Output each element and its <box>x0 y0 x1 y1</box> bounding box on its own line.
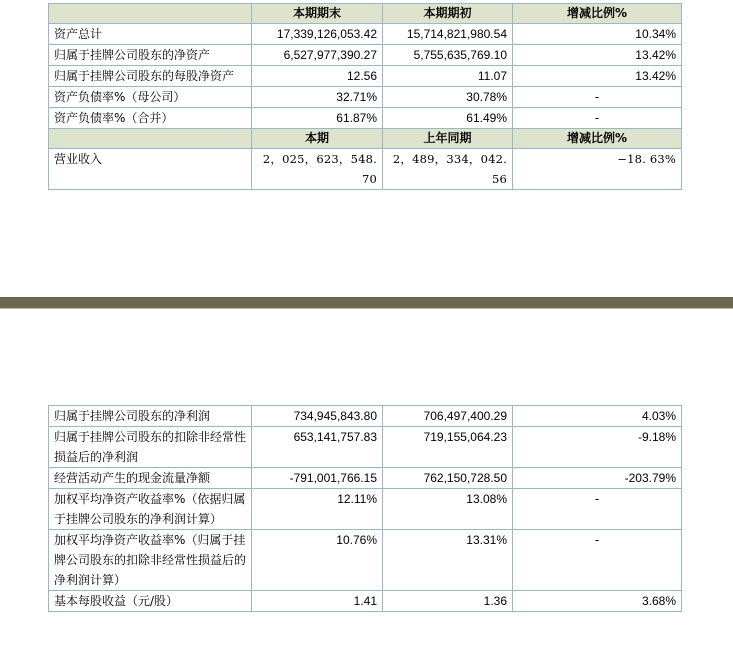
header-cell <box>49 129 252 149</box>
table-row <box>49 427 682 468</box>
value-cell: 30.78% <box>383 87 513 108</box>
value-cell: 13.31% <box>383 530 513 591</box>
value-cell: 61.49% <box>383 108 513 129</box>
section-divider <box>0 297 733 308</box>
value-cell: 2，489，334，042. 56 <box>383 149 513 190</box>
row-label: 加权平均净资产收益率%（归属于挂牌公司股东的扣除非经常性损益后的净利润计算） <box>49 530 252 591</box>
value-cell: 61.87% <box>252 108 383 129</box>
value-cell: 706,497,400.29 <box>383 406 513 427</box>
value-cell: 12.56 <box>252 66 383 87</box>
row-label: 资产负债率%（母公司） <box>49 87 252 108</box>
row-label: 归属于挂牌公司股东的每股净资产 <box>49 66 252 87</box>
header-cell: 本期 <box>252 129 383 149</box>
table-row <box>49 489 682 530</box>
table-row <box>49 45 682 66</box>
value-cell: 5,755,635,769.10 <box>383 45 513 66</box>
table-row <box>49 149 682 190</box>
value-cell: 2，025，623，548. 70 <box>252 149 383 190</box>
change-cell: - <box>513 489 682 530</box>
row-label: 资产负债率%（合并） <box>49 108 252 129</box>
value-cell: 13.08% <box>383 489 513 530</box>
table-row <box>49 468 682 489</box>
value-cell: 719,155,064.23 <box>383 427 513 468</box>
value-cell: 762,150,728.50 <box>383 468 513 489</box>
header-cell: 增减比例% <box>513 129 682 149</box>
income-summary-table <box>48 405 682 612</box>
table-header-row <box>49 129 682 149</box>
table-row <box>49 406 682 427</box>
header-cell: 本期期末 <box>252 4 383 24</box>
change-cell: 4.03% <box>513 406 682 427</box>
value-cell: 1.41 <box>252 591 383 612</box>
table-row <box>49 24 682 45</box>
row-label: 归属于挂牌公司股东的扣除非经常性损益后的净利润 <box>49 427 252 468</box>
value-cell: 6,527,977,390.27 <box>252 45 383 66</box>
table-row <box>49 108 682 129</box>
table-row <box>49 66 682 87</box>
change-cell: -203.79% <box>513 468 682 489</box>
value-cell: 11.07 <box>383 66 513 87</box>
value-cell: 734,945,843.80 <box>252 406 383 427</box>
row-label: 加权平均净资产收益率%（依据归属于挂牌公司股东的净利润计算） <box>49 489 252 530</box>
table-row <box>49 87 682 108</box>
value-cell: 10.76% <box>252 530 383 591</box>
change-cell: 13.42% <box>513 45 682 66</box>
row-label: 基本每股收益（元/股） <box>49 591 252 612</box>
row-label: 归属于挂牌公司股东的净利润 <box>49 406 252 427</box>
change-cell: - <box>513 108 682 129</box>
row-label: 归属于挂牌公司股东的净资产 <box>49 45 252 66</box>
header-cell: 上年同期 <box>383 129 513 149</box>
change-cell: 10.34% <box>513 24 682 45</box>
row-label: 资产总计 <box>49 24 252 45</box>
change-cell: -9.18% <box>513 427 682 468</box>
table-row <box>49 530 682 591</box>
row-label: 经营活动产生的现金流量净额 <box>49 468 252 489</box>
header-cell: 本期期初 <box>383 4 513 24</box>
change-cell: 13.42% <box>513 66 682 87</box>
section-divider-shadow <box>0 308 733 309</box>
value-cell: 1.36 <box>383 591 513 612</box>
value-cell: 12.11% <box>252 489 383 530</box>
change-cell: −18. 63% <box>513 149 682 190</box>
value-cell: 17,339,126,053.42 <box>252 24 383 45</box>
value-cell: -791,001,766.15 <box>252 468 383 489</box>
table-row <box>49 591 682 612</box>
value-cell: 32.71% <box>252 87 383 108</box>
value-cell: 15,714,821,980.54 <box>383 24 513 45</box>
balance-summary-table <box>48 3 682 190</box>
row-label: 营业收入 <box>49 149 252 190</box>
value-cell: 653,141,757.83 <box>252 427 383 468</box>
change-cell: - <box>513 530 682 591</box>
change-cell: - <box>513 87 682 108</box>
header-cell: 增减比例% <box>513 4 682 24</box>
table-header-row <box>49 4 682 24</box>
header-cell <box>49 4 252 24</box>
change-cell: 3.68% <box>513 591 682 612</box>
